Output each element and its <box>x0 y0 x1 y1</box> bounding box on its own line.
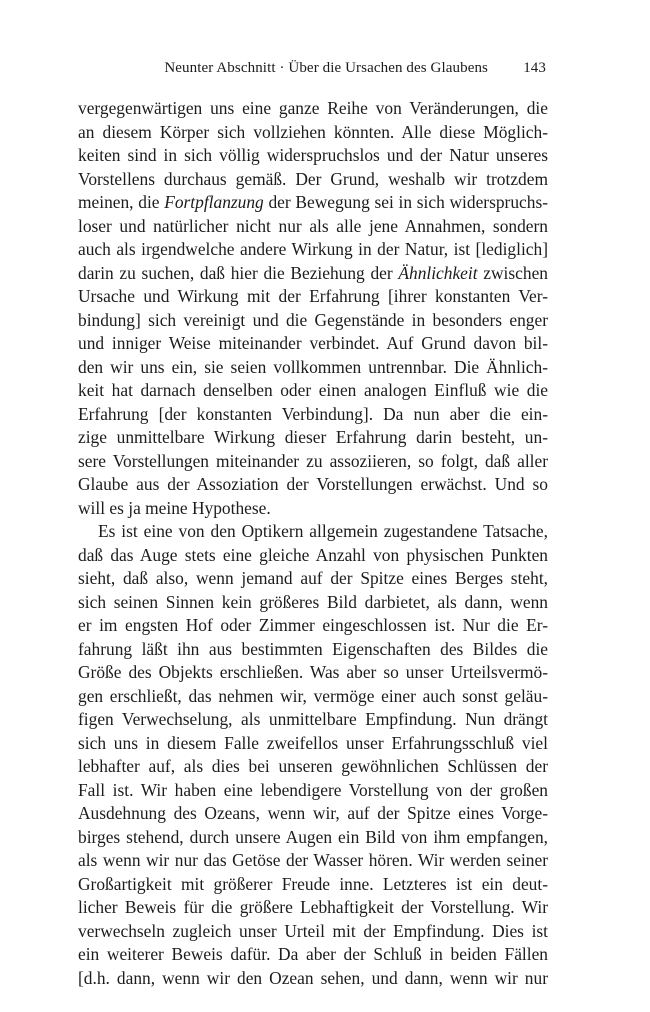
text-line <box>78 191 548 215</box>
text-line <box>78 262 548 286</box>
running-title: Neunter Abschnitt · Über die Ursachen des Glaubens <box>164 60 488 76</box>
text-segment: will es ja meine Hypothese. <box>78 497 271 518</box>
text-line <box>78 779 548 803</box>
text-segment: und inniger Weise miteinander verbindet. Auf Grund davon bil- <box>78 333 548 353</box>
text-segment: keiten sind in sich völlig widerspruchslos und der Natur unseres <box>78 145 548 165</box>
text-line <box>78 802 548 826</box>
text-segment: sich uns in diesem Falle zweifellos unser Erfahrungsschluß viel <box>78 732 548 753</box>
text-line <box>78 238 548 262</box>
text-segment: Größe des Objekts erschließen. Was aber so unser Urteilsvermö- <box>78 662 548 682</box>
text-segment: sieht, daß also, wenn jemand auf der Spitze eines Berges steht, <box>78 568 548 588</box>
text-segment: er im engsten Hof oder Zimmer eingeschlossen ist. Nur die Er- <box>78 615 548 635</box>
page-number: 143 <box>523 60 546 76</box>
emphasis-text: Ähnlichkeit <box>398 262 478 283</box>
text-segment: zige unmittelbare Wirkung dieser Erfahrung darin besteht, un- <box>78 427 548 447</box>
text-segment: verwechseln zugleich unser Urteil mit der Empfindung. Dies ist <box>78 920 548 941</box>
text-line <box>78 309 548 333</box>
text-line <box>78 285 548 309</box>
text-line <box>78 614 548 638</box>
text-segment: figen Verwechselung, als unmittelbare Empfindung. Nun drängt <box>78 709 548 729</box>
text-segment: sere Vorstellungen miteinander zu assoziieren, so folgt, daß aller <box>78 450 548 471</box>
text-line <box>78 215 548 239</box>
text-line <box>78 403 548 427</box>
text-segment: loser und natürlicher nicht nur als alle jene Annahmen, sondern <box>78 215 548 236</box>
text-line <box>78 920 548 944</box>
text-line <box>78 168 548 192</box>
text-line <box>78 426 548 450</box>
text-segment: Ausdehnung des Ozeans, wenn wir, auf der Spitze eines Vorge- <box>78 803 548 823</box>
text-segment: an diesem Körper sich vollziehen könnten. Alle diese Möglich- <box>78 121 548 142</box>
text-line <box>78 473 548 497</box>
text-segment: der Bewegung sei in sich widerspruchs- <box>263 192 548 212</box>
text-segment: fahrung läßt ihn aus bestimmten Eigenschaften des Bildes die <box>78 638 548 659</box>
text-segment: Ursache und Wirkung mit der Erfahrung [ihrer konstanten Ver- <box>78 286 548 306</box>
text-line <box>78 567 548 591</box>
text-line <box>78 708 548 732</box>
text-line <box>78 121 548 145</box>
text-line <box>78 638 548 662</box>
text-segment: keit hat darnach denselben oder einen analogen Einfluß wie die <box>78 380 548 400</box>
text-segment: auch als irgendwelche andere Wirkung in der Natur, ist [lediglich] <box>78 239 548 259</box>
text-segment: Es ist eine von den Optikern allgemein zugestandene Tatsache, <box>98 521 548 541</box>
text-segment: gen erschließt, das nehmen wir, vermöge einer auch sonst geläu- <box>78 685 548 706</box>
text-line <box>78 732 548 756</box>
emphasis-text: Fortpflanzung <box>164 192 264 212</box>
text-segment: ein weiterer Beweis dafür. Da aber der Schluß in beiden Fällen <box>78 944 548 964</box>
text-line <box>78 967 548 991</box>
text-segment: bindung] sich vereinigt und die Gegenstände in besonders enger <box>78 309 548 330</box>
text-segment: Erfahrung [der konstanten Verbindung]. Da nun aber die ein- <box>78 403 548 424</box>
text-line <box>78 144 548 168</box>
text-line <box>78 356 548 380</box>
text-line <box>78 332 548 356</box>
text-line <box>78 450 548 474</box>
text-segment: den wir uns ein, sie seien vollkommen untrennbar. Die Ähnlich- <box>78 356 548 377</box>
text-segment: Glaube aus der Assoziation der Vorstellungen erwächst. Und so <box>78 474 548 494</box>
text-line <box>78 849 548 873</box>
text-segment: lebhafter auf, als dies bei unseren gewöhnlichen Schlüssen der <box>78 756 548 776</box>
text-segment: als wenn wir nur das Getöse der Wasser hören. Wir werden seiner <box>78 850 548 870</box>
text-line <box>78 661 548 685</box>
running-head <box>78 60 548 84</box>
text-segment: meinen, die <box>78 192 165 212</box>
text-line <box>78 544 548 568</box>
text-segment: Großartigkeit mit größerer Freude inne. Letzteres ist ein deut- <box>78 873 548 894</box>
text-segment: darin zu suchen, daß hier die Beziehung der <box>78 262 399 283</box>
text-segment: daß das Auge stets eine gleiche Anzahl von physischen Punkten <box>78 544 548 565</box>
text-segment: vergegenwärtigen uns eine ganze Reihe von Veränderungen, die <box>78 98 548 118</box>
text-line <box>78 520 548 544</box>
text-line <box>78 591 548 615</box>
text-line <box>78 896 548 920</box>
text-segment: licher Beweis für die größere Lebhaftigkeit der Vorstellung. Wir <box>78 897 548 917</box>
text-segment: Fall ist. Wir haben eine lebendigere Vorstellung von der großen <box>78 779 548 800</box>
text-line <box>78 497 548 521</box>
text-line <box>78 755 548 779</box>
text-segment: sich seinen Sinnen kein größeres Bild darbietet, als dann, wenn <box>78 591 548 612</box>
text-line <box>78 379 548 403</box>
text-line <box>78 97 548 121</box>
text-line <box>78 873 548 897</box>
text-segment: [d.h. dann, wenn wir den Ozean sehen, und dann, wenn wir nur <box>78 967 548 988</box>
text-line <box>78 826 548 850</box>
text-segment: birges stehend, durch unsere Augen ein Bild von ihm empfangen, <box>78 826 548 847</box>
text-line <box>78 943 548 967</box>
text-segment: Vorstellens durchaus gemäß. Der Grund, weshalb wir trotzdem <box>78 168 548 189</box>
text-segment: zwischen <box>477 262 548 283</box>
body-text <box>78 97 548 990</box>
text-line <box>78 685 548 709</box>
